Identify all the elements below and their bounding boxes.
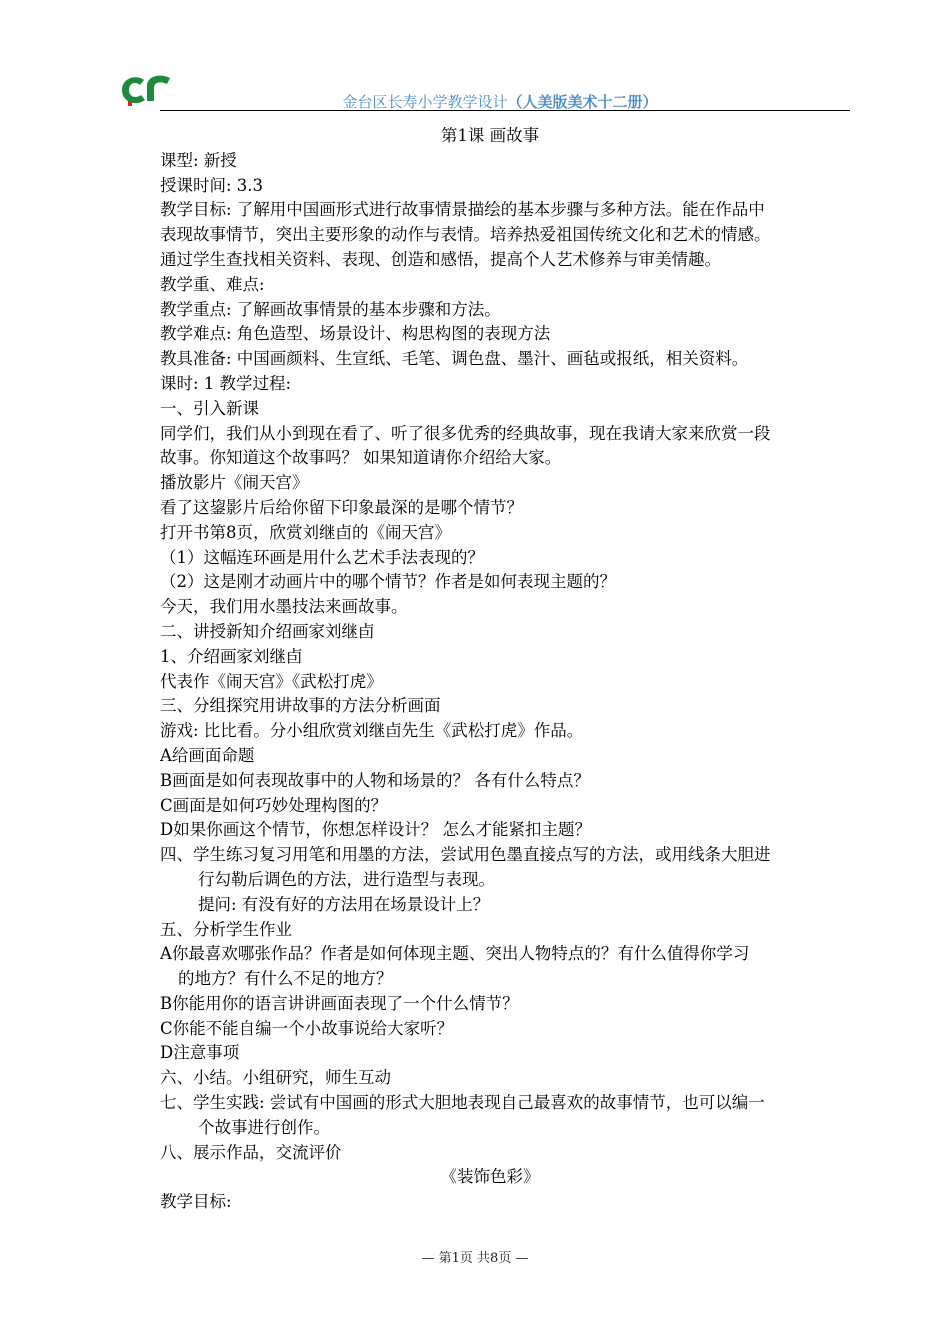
section-heading: 四、学生练习复习用笔和用墨的方法，尝试用色墨直接点写的方法，或用线条大胆进: [160, 845, 771, 865]
class-hours: 课时: 1 教学过程:: [160, 373, 292, 393]
teaching-goal-line: 表现故事情节，突出主要形象的动作与表情。培养热爱祖国传统文化和艺术的情感。: [160, 225, 771, 245]
section-continuation: 个故事进行创作。: [198, 1117, 330, 1137]
paragraph-line: 故事。你知道这个故事吗？ 如果知道请你介绍给大家。: [160, 448, 562, 468]
paragraph-line: 提问: 有没有好的方法用在场景设计上？: [198, 894, 490, 914]
list-item: C你能不能自编一个小故事说给大家听？: [160, 1018, 454, 1038]
paragraph-line: 今天，我们用水墨技法来画故事。: [160, 597, 408, 617]
list-item: B画面是如何表现故事中的人物和场景的？ 各有什么特点？: [160, 770, 590, 790]
list-item: D如果你画这个情节，你想怎样设计？ 怎么才能紧扣主题？: [160, 820, 591, 840]
list-item-continuation: 的地方？有什么不足的地方？: [178, 969, 393, 989]
list-item: D注意事项: [160, 1043, 240, 1063]
section-heading: 八、展示作品，交流评价: [160, 1142, 342, 1162]
teaching-goal-heading: 教学目标:: [160, 1192, 232, 1212]
teaching-materials: 教具准备: 中国画颜料、生宣纸、毛笔、调色盘、墨汁、画毡或报纸，相关资料。: [160, 349, 749, 369]
paragraph-line: 代表作《闹天宫》《武松打虎》: [160, 671, 383, 691]
paragraph-line: 看了这鋆影片后给你留下印象最深的是哪个情节？: [160, 497, 523, 517]
paragraph-line: 打开书第8页，欣赏刘继卣的《闹天宫》: [160, 522, 451, 542]
lesson-title: 第1课 画故事: [440, 126, 540, 145]
header-rule: [160, 110, 850, 111]
list-item: C画面是如何巧妙处理构图的？: [160, 795, 388, 815]
key-point: 教学重点: 了解画故事情景的基本步骤和方法。: [160, 299, 501, 319]
paragraph-line: 同学们，我们从小到现在看了、听了很多优秀的经典故事，现在我请大家来欣赏一段: [160, 423, 771, 443]
header-title: [150, 91, 850, 112]
document-body: [160, 124, 860, 1215]
paragraph-line: 游戏: 比比看。分小组欣赏刘继卣先生《武松打虎》作品。: [160, 721, 584, 741]
question-line: （1）这幅连环画是用什么艺术手法表现的？: [160, 547, 484, 567]
key-points-heading: 教学重、难点:: [160, 274, 265, 294]
lesson-type: 课型: 新授: [160, 150, 237, 170]
header-title-prefix: 金台区长寿小学教学设计: [342, 93, 508, 111]
header-title-bold: （人美版美术十二册）: [507, 93, 658, 111]
teaching-goal-line: 教学目标: 了解用中国画形式进行故事情景描绘的基本步骤与多种方法。能在作品中: [160, 200, 765, 220]
page-footer: — 第1页 共8页 —: [421, 1251, 529, 1266]
section-heading: 五、分析学生作业: [160, 919, 292, 939]
paragraph-line: 播放影片《闹天宫》: [160, 473, 309, 493]
list-item: B你能用你的语言讲讲画面表现了一个什么情节？: [160, 993, 519, 1013]
section-heading: 一、引入新课: [160, 398, 259, 418]
section-heading: 三、分组探究用讲故事的方法分析画面: [160, 696, 441, 716]
section-heading: 二、讲授新知介绍画家刘继卣: [160, 621, 375, 641]
section-continuation: 行勾勒后调色的方法，进行造型与表现。: [198, 869, 495, 889]
question-line: （2）这是刚才动画片中的哪个情节？作者是如何表现主题的？: [160, 572, 616, 592]
lesson-time: 授课时间: 3.3: [160, 175, 264, 195]
lesson-title: 《装饰色彩》: [440, 1167, 540, 1187]
paragraph-line: 1、介绍画家刘继卣: [160, 646, 303, 666]
teaching-goal-line: 通过学生查找相关资料、表现、创造和感悟，提高个人艺术修养与审美情趣。: [160, 249, 721, 269]
list-item: A你最喜欢哪张作品？作者是如何体现主题、突出人物特点的？有什么值得你学习: [160, 944, 750, 964]
section-heading: 六、小结。小组研究，师生互动: [160, 1068, 391, 1088]
list-item: A给画面命题: [160, 745, 255, 765]
section-heading: 七、学生实践: 尝试有中国画的形式大胆地表现自己最喜欢的故事情节，也可以编一: [160, 1093, 765, 1113]
difficult-point: 教学难点: 角色造型、场景设计、构思构图的表现方法: [160, 324, 551, 344]
